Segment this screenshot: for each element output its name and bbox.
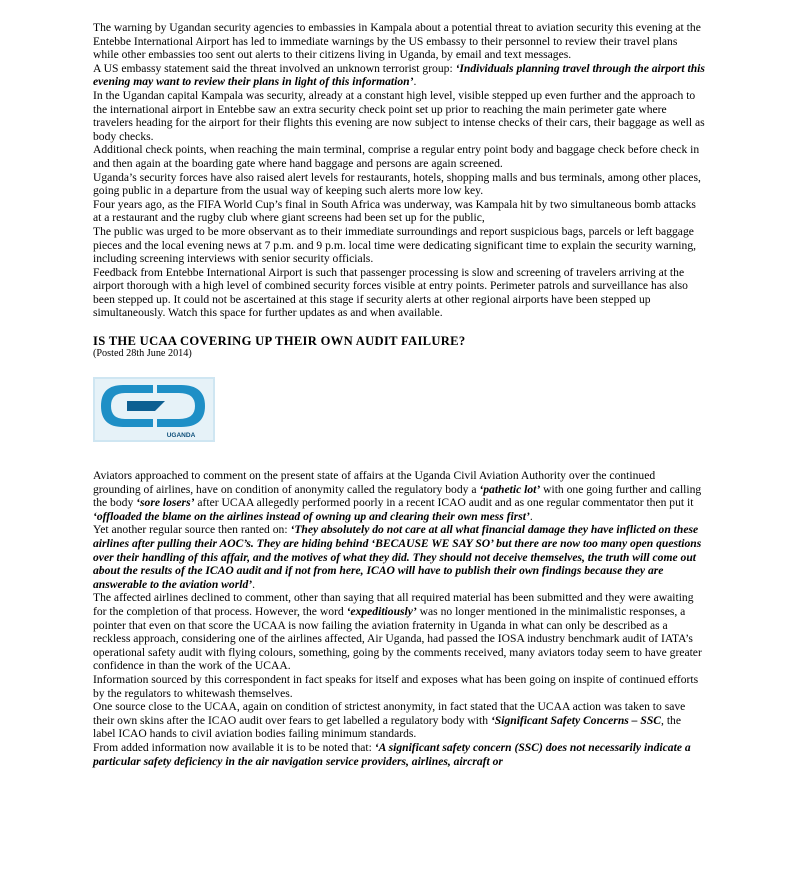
article2-paragraph-6 <box>93 741 705 768</box>
text-span: with one going further and calling the body <box>93 482 702 510</box>
posted-date: (Posted 28th June 2014) <box>93 348 192 360</box>
quote-offloaded-blame: ‘offloaded the blame on the airlines instead of owning up and clearing their own mess first’ <box>93 509 530 523</box>
text-span: . <box>413 75 417 89</box>
document-page <box>93 21 705 768</box>
text-span: Aviators approached to comment on the present state of affairs at the Uganda Civil Aviation Authority over the continued grounding of airlines, have on condition of anonymity called the regulatory body a <box>93 469 656 496</box>
text-span: , the label ICAO hands to civil aviation bodies failing minimum standards. <box>93 713 681 741</box>
embassy-quote: ‘Individuals planning travel through the airport this evening may want to review their plans in light of this information’ <box>93 61 705 89</box>
text-span: after UCAA allegedly performed poorly in a recent ICAO audit and as one regular commentator then put it <box>194 496 694 510</box>
article1-paragraph-7: The public was urged to be more observant as to their immediate surroundings and report suspicious bags, parcels or left baggage pieces and the local evening news at 7 p.m. and 9 p.m. local time were dedicating significant time to explain the security warning, including screening interviews with senior security officials. <box>93 224 697 266</box>
article1-paragraph-2 <box>93 62 705 89</box>
text-span: A US embassy statement said the threat involved an unknown terrorist group: <box>93 61 456 75</box>
article1-paragraph-8: Feedback from Entebbe International Airport is such that passenger processing is slow and screening of travelers arriving at the airport thorough with a high level of combined security forces visible at entry points. Perimeter patrols and surveillance has also been stepped up. It could not be ascertained at this stage if security alerts at other regional airports have been stepped up simultaneously. Watch this space for further updates as and when available. <box>93 265 688 320</box>
article2-paragraph-3 <box>93 591 705 673</box>
article1-paragraph-4: Additional check points, when reaching the main terminal, comprise a regular entry point body and baggage check before check in and then again at the boarding gate where hand baggage and persons are again screened. <box>93 143 700 170</box>
article2-paragraph-2 <box>93 523 705 591</box>
quote-sore-losers: ‘sore losers’ <box>136 496 195 510</box>
article2-paragraph-5 <box>93 700 705 741</box>
text-span: From added information now available it is to be noted that: <box>93 740 375 754</box>
article2-heading: IS THE UCAA COVERING UP THEIR OWN AUDIT FAILURE? <box>93 334 466 349</box>
article1-paragraph-3: In the Ugandan capital Kampala was security, already at a constant high level, visible stepped up even further and the approach to the international airport in Entebbe saw an extra security check point set up prior to reaching the main perimeter gate where travelers heading for the airport for their flights this evening are now subject to intense checks of their cars, their baggage as well as body checks. <box>93 88 705 143</box>
article1-paragraph-1: The warning by Ugandan security agencies to embassies in Kampala about a potential threat to aviation security this evening at the Entebbe International Airport has led to immediate warnings by the US embassy to their personnel to review their travel plans while other embassies too sent out alerts to their citizens living in Uganda, by email and text messages. <box>93 21 701 62</box>
ucaa-logo <box>93 377 705 442</box>
quote-expeditiously: ‘expeditiously’ <box>346 605 417 618</box>
quote-ssc-definition: ‘A significant safety concern (SSC) does not necessarily indicate a particular safety deficiency in the air navigation service providers, airlines, aircraft or <box>93 740 691 768</box>
text-span: . <box>252 577 256 591</box>
quote-pathetic-lot: ‘pathetic lot’ <box>479 482 541 496</box>
logo-uganda-text: UGANDA <box>166 432 196 440</box>
text-span: The affected airlines declined to comment, other than saying that all required material has been submitted and they were awaiting for the completion of that process. However, the word <box>93 591 694 618</box>
quote-ssc: ‘Significant Safety Concerns – SSC <box>490 713 662 727</box>
text-span: . <box>529 509 533 523</box>
article1-paragraph-5: Uganda’s security forces have also raised alert levels for restaurants, hotels, shopping malls and bus terminals, among other places, going public in a departure from the usual way of keeping such alerts more low key. <box>93 170 701 198</box>
article2-paragraph-4: Information sourced by this correspondent in fact speaks for itself and exposes what has been going on inspite of continued efforts by the regulators to whitewash themselves. <box>93 672 699 700</box>
source-rant-quote: ‘They absolutely do not care at all what financial damage they have inflicted on these airlines after pulling their AOC’s. They are hiding behind ‘BECAUSE WE SAY SO’ but there are now too many open questions over their handling of this affair, and the motives of what they did. They should not deceive themselves, the truth will come out about the results of the ICAO audit and if not from here, ICAO will have to publish their own findings because they are answerable to the aviation world’ <box>93 523 702 591</box>
article2-paragraph-1 <box>93 469 705 523</box>
text-span: was no longer mentioned in the minimalistic responses, a pointer that even on that score the UCAA is now failing the aviation fraternity in Uganda in what can only be described as a reckless approach, considering one of the airlines affected, Air Uganda, had passed the IOSA industry benchmark audit of IATA’s operational safety audit with flying colours, something, going by the comments received, many aviators today seem to have greater confidence in than the work of the UCAA. <box>93 605 702 673</box>
article1-paragraph-6: Four years ago, as the FIFA World Cup’s final in South Africa was underway, was Kampala hit by two simultaneous bomb attacks at a restaurant and the rugby club where giant screens had been set up for the public, <box>93 197 696 225</box>
text-span: Yet another regular source then ranted on: <box>93 523 291 537</box>
ucaa-logo-graphic <box>93 377 215 442</box>
text-span: One source close to the UCAA, again on condition of strictest anonymity, in fact stated that the UCAA action was taken to save their own skins after the ICAO audit over fears to get labelled a regulatory body with <box>93 700 686 727</box>
